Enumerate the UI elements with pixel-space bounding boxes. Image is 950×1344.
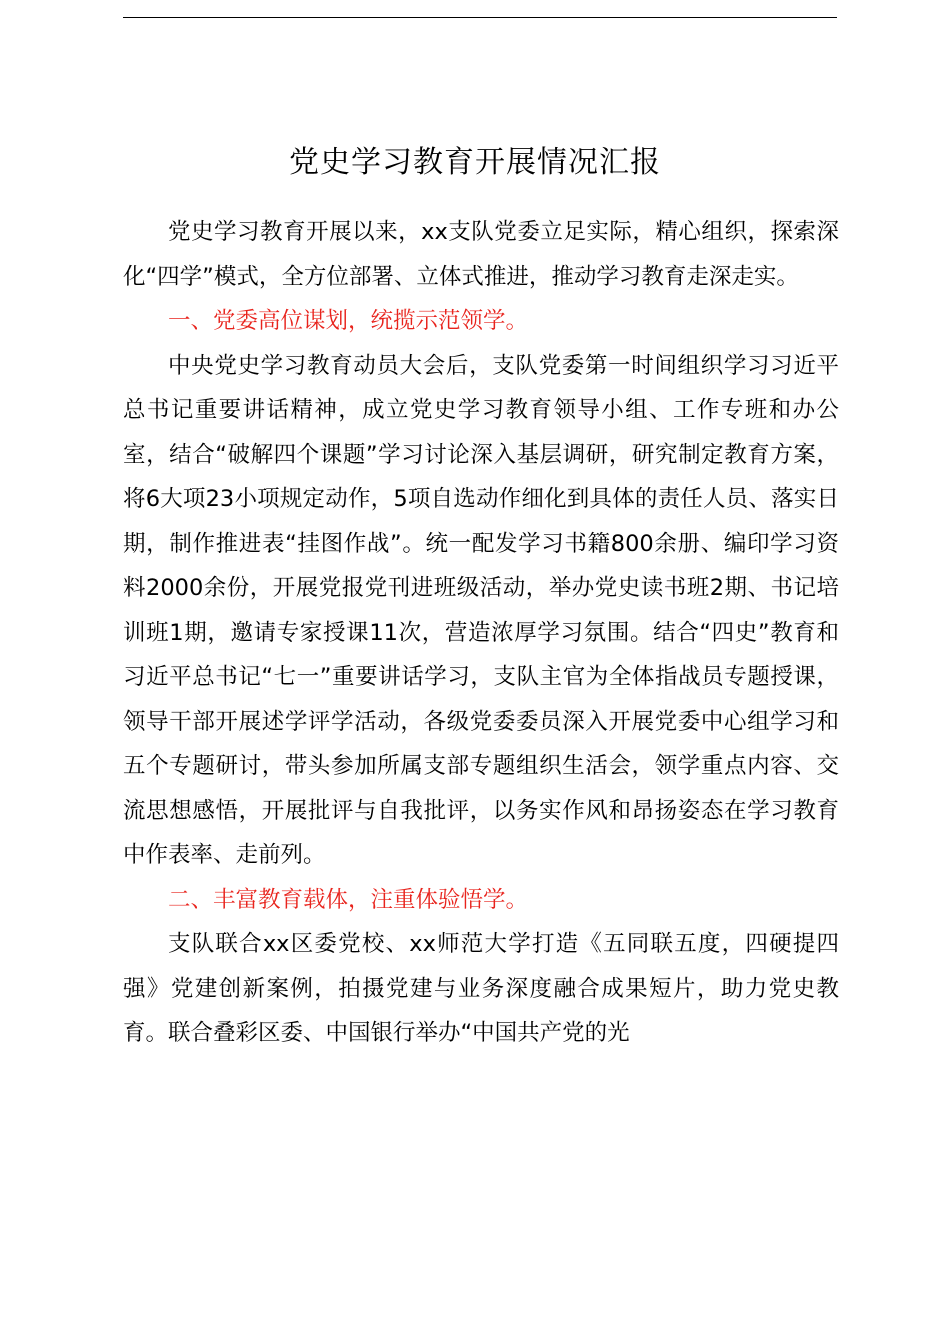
intro-paragraph: 党史学习教育开展以来，xx支队党委立足实际，精心组织，探索深化“四学”模式，全方位部署、立体式推进，推动学习教育走深走实。: [123, 219, 839, 290]
document-title: 党史学习教育开展情况汇报: [289, 145, 661, 180]
section-heading-2: 二、丰富教育载体，注重体验悟学。: [168, 886, 529, 913]
document-body: [123, 210, 839, 1056]
section-body-2: 支队联合xx区委党校、xx师范大学打造《五同联五度，四硬提四强》党建创新案例，拍摄党建与业务深度融合成果短片，助力党史教育。联合叠彩区委、中国银行举办“中国共产党的光: [123, 931, 839, 1046]
section-heading-1: 一、党委高位谋划，统揽示范领学。: [168, 308, 529, 334]
header-rule: [123, 17, 837, 18]
section-body-1: 中央党史学习教育动员大会后，支队党委第一时间组织学习习近平总书记重要讲话精神，成立党史学习教育领导小组、工作专班和办公室，结合“破解四个课题”学习讨论深入基层调研，研究制定教育方案，将6大项23小项规定动作，5项自选动作细化到具体的责任人员、落实日期，制作推进表“挂图作战”。统一配发学习书籍800余册、编印学习资料2000余份，开展党报党刊进班级活动，举办党史读书班2期、书记培训班1期，邀请专家授课11次，营造浓厚学习氛围。结合“四史”教育和习近平总书记“七一”重要讲话学习，支队主官为全体指战员专题授课，领导干部开展述学评学活动，各级党委委员深入开展党委中心组学习和五个专题研讨，带头参加所属支部专题组织生活会，领学重点内容、交流思想感悟，开展批评与自我批评，以务实作风和昂扬姿态在学习教育中作表率、走前列。: [123, 352, 839, 868]
